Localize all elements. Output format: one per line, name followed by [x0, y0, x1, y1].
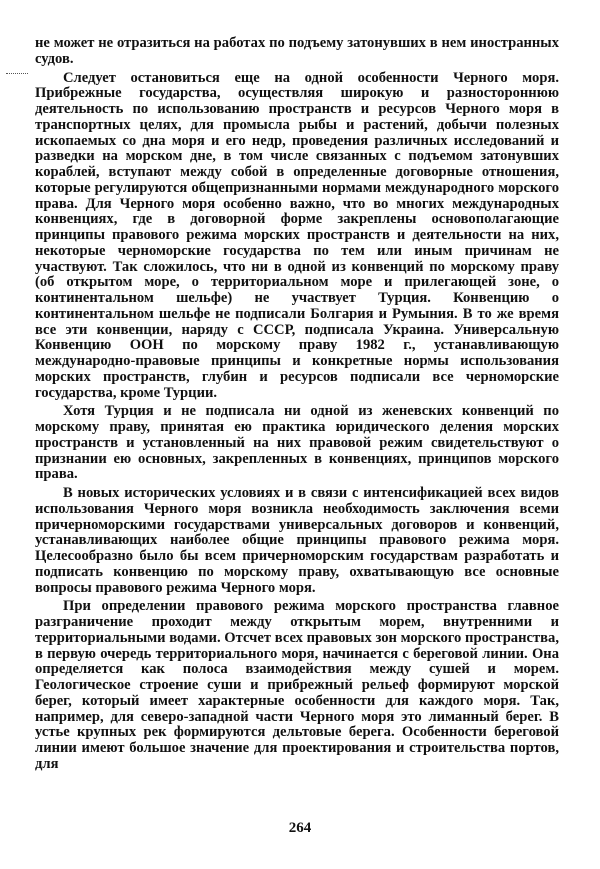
scan-artifact	[6, 73, 28, 77]
page-number: 264	[288, 820, 312, 836]
paragraph-legal-regime: При определении правового режима морского пространства главное разграничение проходит между открытым морем, внутренними и территориальными водами. Отсчет всех правовых зон морского пространства, в первую очередь территориального моря, начинается с береговой линии. Она определяется как полоса взаимодействия между сушей и морем. Геологическое строение суши и прибрежный рельеф формируют морской берег, который имеет характерные особенности для каждого моря. Так, например, для северо-западной части Черного моря это лиманный берег. В устье крупных рек формируются дельтовые берега. Особенности береговой линии имеют большое значение для проектирования и строительства портов, для	[35, 598, 559, 772]
paragraph-turkey: Хотя Турция и не подписала ни одной из женевских конвенций по морскому праву, принятая ею практика юридического деления морских пространств и установленный на них правовой режим свидетельствуют о признании ею основных, закрепленных в конвенциях, принципов морского права.	[35, 403, 559, 483]
paragraph-new-conditions: В новых исторических условиях и в связи с интенсификацией всех видов использования Черного моря возникла необходимость заключения всеми причерноморскими государствами универсальных договоров и конвенций, устанавливающих наиболее общие принципы правового режима моря. Целесообразно было бы всем причерноморским государствам разработать и подписать конвенцию по морскому праву, охватывающую все основные вопросы правового режима Черного моря.	[35, 485, 559, 596]
document-body	[35, 36, 559, 773]
paragraph-black-sea-features: Следует остановиться еще на одной особенности Черного моря. Прибрежные государства, осуществляя широкую и разностороннюю деятельность по использованию пространств и ресурсов Черного моря в транспортных целях, для промысла рыбы и растений, добычи полезных ископаемых со дна моря и его недр, проведения различных исследований и разведки на морском дне, в том числе связанных с подъемом затонувших кораблей, вступают между собой в определенные договорные отношения, которые регулируются общепризнанными нормами международного морского права. Для Черного моря особенно важно, что во многих международных конвенциях, где в договорной форме закреплены основополагающие принципы правового режима морских пространств и деятельности на них, некоторые черноморские государства по тем или иным причинам не участвуют. Так сложилось, что ни в одной из конвенций по морскому праву (об открытом море, о территориальном море и прилегающей зоне, о континентальном шельфе) не участвует Турция. Конвенцию о континентальном шельфе не подписали Болгария и Румыния. В то же время все эти конвенции, наряду с СССР, подписала Украина. Универсальную Конвенцию ООН по морскому праву 1982 г., устанавливающую международно-правовые принципы и конкретные нормы использования морских пространств, глубин и ресурсов подписали все черноморские государства, кроме Турции.	[35, 69, 559, 401]
paragraph-continuation: не может не отразиться на работах по подъему затонувших в нем иностранных судов.	[35, 35, 559, 67]
